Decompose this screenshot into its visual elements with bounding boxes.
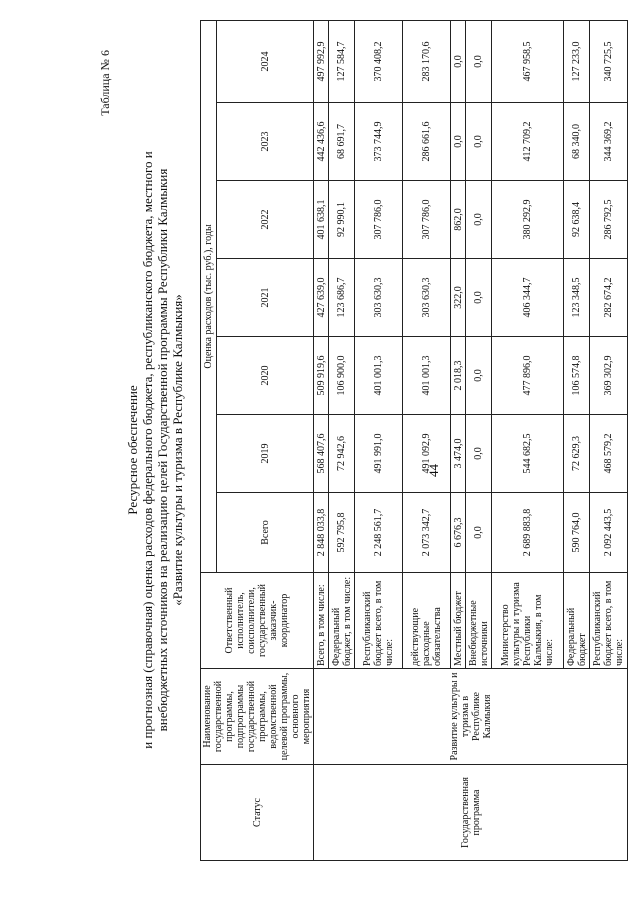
row-label: Федеральный бюджет, в том числе:: [329, 573, 355, 669]
cell-2023: 68 340,0: [564, 103, 590, 181]
cell-total: 2 092 443,5: [590, 493, 628, 573]
cell-2020: 369 302,9: [590, 337, 628, 415]
cell-total: 590 764,0: [564, 493, 590, 573]
cell-2022: 92 990,1: [329, 181, 355, 259]
cell-2023: 344 369,2: [590, 103, 628, 181]
header-year-2019: 2019: [217, 415, 314, 493]
cell-2021: 0,0: [466, 259, 492, 337]
cell-2021: 123 686,7: [329, 259, 355, 337]
cell-2022: 307 786,0: [355, 181, 403, 259]
cell-2019: 72 629,3: [564, 415, 590, 493]
cell-total: 6 676,3: [451, 493, 466, 573]
cell-2024: 127 584,7: [329, 20, 355, 102]
cell-2023: 442 436,6: [314, 103, 329, 181]
header-estimate: Оценка расходов (тыс. руб.), годы: [201, 20, 217, 572]
cell-2022: 286 792,5: [590, 181, 628, 259]
cell-2023: 373 744,9: [355, 103, 403, 181]
cell-2019: 491 991,0: [355, 415, 403, 493]
row-label: Республиканский бюджет всего, в том числе:: [590, 573, 628, 669]
heading-line-4: «Развитие культуры и туризма в Республике Калмыкия»: [170, 294, 185, 606]
cell-2020: 106 574,8: [564, 337, 590, 415]
cell-2019: 0,0: [466, 415, 492, 493]
cell-2023: 68 691,7: [329, 103, 355, 181]
resource-table: [200, 20, 628, 861]
heading-line-1: Ресурсное обеспечение: [125, 385, 140, 515]
heading-line-2: и прогнозная (справочная) оценка расходов федерального бюджета, республиканского бюджета, местного и: [140, 151, 155, 749]
header-status: Статус: [201, 765, 314, 861]
cell-total: 2 248 561,7: [355, 493, 403, 573]
cell-2020: 477 896,0: [492, 337, 564, 415]
cell-2022: 401 638,1: [314, 181, 329, 259]
row-label: Федеральный бюджет: [564, 573, 590, 669]
cell-2021: 123 348,5: [564, 259, 590, 337]
cell-2024: 467 958,5: [492, 20, 564, 102]
cell-total: 2 073 342,7: [403, 493, 451, 573]
cell-2021: 282 674,2: [590, 259, 628, 337]
row-label: Республиканский бюджет всего, в том числе:: [355, 573, 403, 669]
cell-2022: 862,0: [451, 181, 466, 259]
cell-2024: 340 725,5: [590, 20, 628, 102]
document-heading: [125, 105, 185, 795]
cell-2020: 401 001,3: [355, 337, 403, 415]
header-year-total: Всего: [217, 493, 314, 573]
row-label: Всего, в том числе:: [314, 573, 329, 669]
cell-2024: 0,0: [466, 20, 492, 102]
cell-total: 0,0: [466, 493, 492, 573]
cell-2021: 303 630,3: [355, 259, 403, 337]
cell-2022: 307 786,0: [403, 181, 451, 259]
cell-2019: 544 682,5: [492, 415, 564, 493]
header-name: Наименование государственной программы, подпрограммы государственной программы, ведомственной целевой программы, основного мероприятия: [201, 669, 314, 765]
cell-total: 592 795,8: [329, 493, 355, 573]
cell-2020: 401 001,3: [403, 337, 451, 415]
cell-2023: 286 661,6: [403, 103, 451, 181]
status-cell: Государственная программа: [314, 765, 628, 861]
header-year-2022: 2022: [217, 181, 314, 259]
cell-2024: 283 170,6: [403, 20, 451, 102]
cell-2022: 92 638,4: [564, 181, 590, 259]
page-number: 44: [426, 464, 441, 477]
cell-2021: 427 639,0: [314, 259, 329, 337]
row-label: действующие расходные обязательства: [403, 573, 451, 669]
cell-2022: 0,0: [466, 181, 492, 259]
cell-2024: 0,0: [451, 20, 466, 102]
cell-2020: 509 919,6: [314, 337, 329, 415]
heading-line-3: внебюджетных источников на реализацию целей Государственной программы Республики Калмыкия: [155, 168, 170, 732]
cell-2019: 468 579,2: [590, 415, 628, 493]
header-year-2023: 2023: [217, 103, 314, 181]
header-year-2024: 2024: [217, 20, 314, 102]
cell-2019: 72 942,6: [329, 415, 355, 493]
table-label: Таблица № 6: [98, 50, 112, 116]
header-responsible: Ответственный исполнитель, соисполнители, государственный заказчик-координатор: [201, 573, 314, 669]
table-row: [314, 20, 329, 860]
header-year-2021: 2021: [217, 259, 314, 337]
cell-total: 2 848 033,8: [314, 493, 329, 573]
cell-2019: 568 407,6: [314, 415, 329, 493]
cell-2024: 497 992,9: [314, 20, 329, 102]
cell-2020: 0,0: [466, 337, 492, 415]
cell-total: 2 689 883,8: [492, 493, 564, 573]
cell-2021: 303 630,3: [403, 259, 451, 337]
cell-2023: 412 709,2: [492, 103, 564, 181]
row-label: Министерство культуры и туризма Республики Калмыкия, в том числе:: [492, 573, 564, 669]
row-label: Местный бюджет: [451, 573, 466, 669]
header-year-2020: 2020: [217, 337, 314, 415]
cell-2020: 2 018,3: [451, 337, 466, 415]
program-name-cell: Развитие культуры и туризма в Республике Калмыкия: [314, 669, 628, 765]
cell-2024: 370 408,2: [355, 20, 403, 102]
cell-2019: 491 092,9: [403, 415, 451, 493]
cell-2022: 380 292,9: [492, 181, 564, 259]
cell-2019: 3 474,0: [451, 415, 466, 493]
cell-2023: 0,0: [451, 103, 466, 181]
cell-2023: 0,0: [466, 103, 492, 181]
row-label: Внебюджетные источники: [466, 573, 492, 669]
cell-2020: 106 900,0: [329, 337, 355, 415]
cell-2021: 322,0: [451, 259, 466, 337]
cell-2024: 127 233,0: [564, 20, 590, 102]
cell-2021: 406 344,7: [492, 259, 564, 337]
